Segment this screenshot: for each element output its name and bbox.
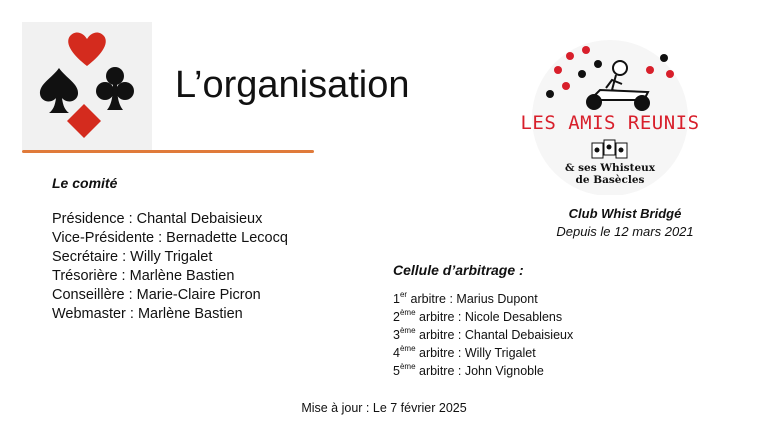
title-underline bbox=[22, 150, 314, 153]
page-title: L’organisation bbox=[175, 64, 410, 106]
referee-item: 2ème arbitre : Nicole Desablens bbox=[393, 308, 563, 324]
spade-icon bbox=[40, 68, 78, 113]
club-icon bbox=[96, 67, 134, 110]
committee-heading: Le comité bbox=[52, 175, 118, 191]
diamond-icon bbox=[67, 104, 101, 138]
referee-item: 4ème arbitre : Willy Trigalet bbox=[393, 344, 536, 360]
club-name: Club Whist Bridgé bbox=[568, 206, 682, 221]
update-date: Mise à jour : Le 7 février 2025 bbox=[301, 401, 467, 415]
referee-list bbox=[393, 290, 573, 380]
committee-member: Présidence : Chantal Debaisieux bbox=[52, 211, 263, 227]
club-since: Depuis le 12 mars 2021 bbox=[556, 224, 694, 239]
referee-item: 3ème arbitre : Chantal Debaisieux bbox=[393, 326, 574, 342]
logo-name: LES AMIS REUNIS bbox=[520, 112, 700, 134]
committee-member: Vice-Présidente : Bernadette Lecocq bbox=[52, 230, 288, 246]
cards-icon bbox=[592, 140, 627, 158]
card-suits-logo bbox=[22, 22, 152, 150]
referee-item: 1er arbitre : Marius Dupont bbox=[393, 290, 538, 306]
arbitration-heading: Cellule d’arbitrage : bbox=[393, 262, 524, 278]
committee-member: Webmaster : Marlène Bastien bbox=[52, 306, 243, 322]
logo-subtitle-1: & ses Whisteux bbox=[564, 162, 656, 174]
committee-list bbox=[52, 210, 288, 324]
committee-member: Conseillère : Marie-Claire Picron bbox=[52, 287, 261, 303]
referee-item: 5ème arbitre : John Vignoble bbox=[393, 362, 544, 378]
heart-icon bbox=[68, 32, 106, 66]
committee-member: Trésorière : Marlène Bastien bbox=[52, 268, 235, 284]
club-logo bbox=[520, 30, 700, 195]
committee-member: Secrétaire : Willy Trigalet bbox=[52, 249, 213, 265]
logo-subtitle-2: de Basècles bbox=[575, 174, 645, 186]
